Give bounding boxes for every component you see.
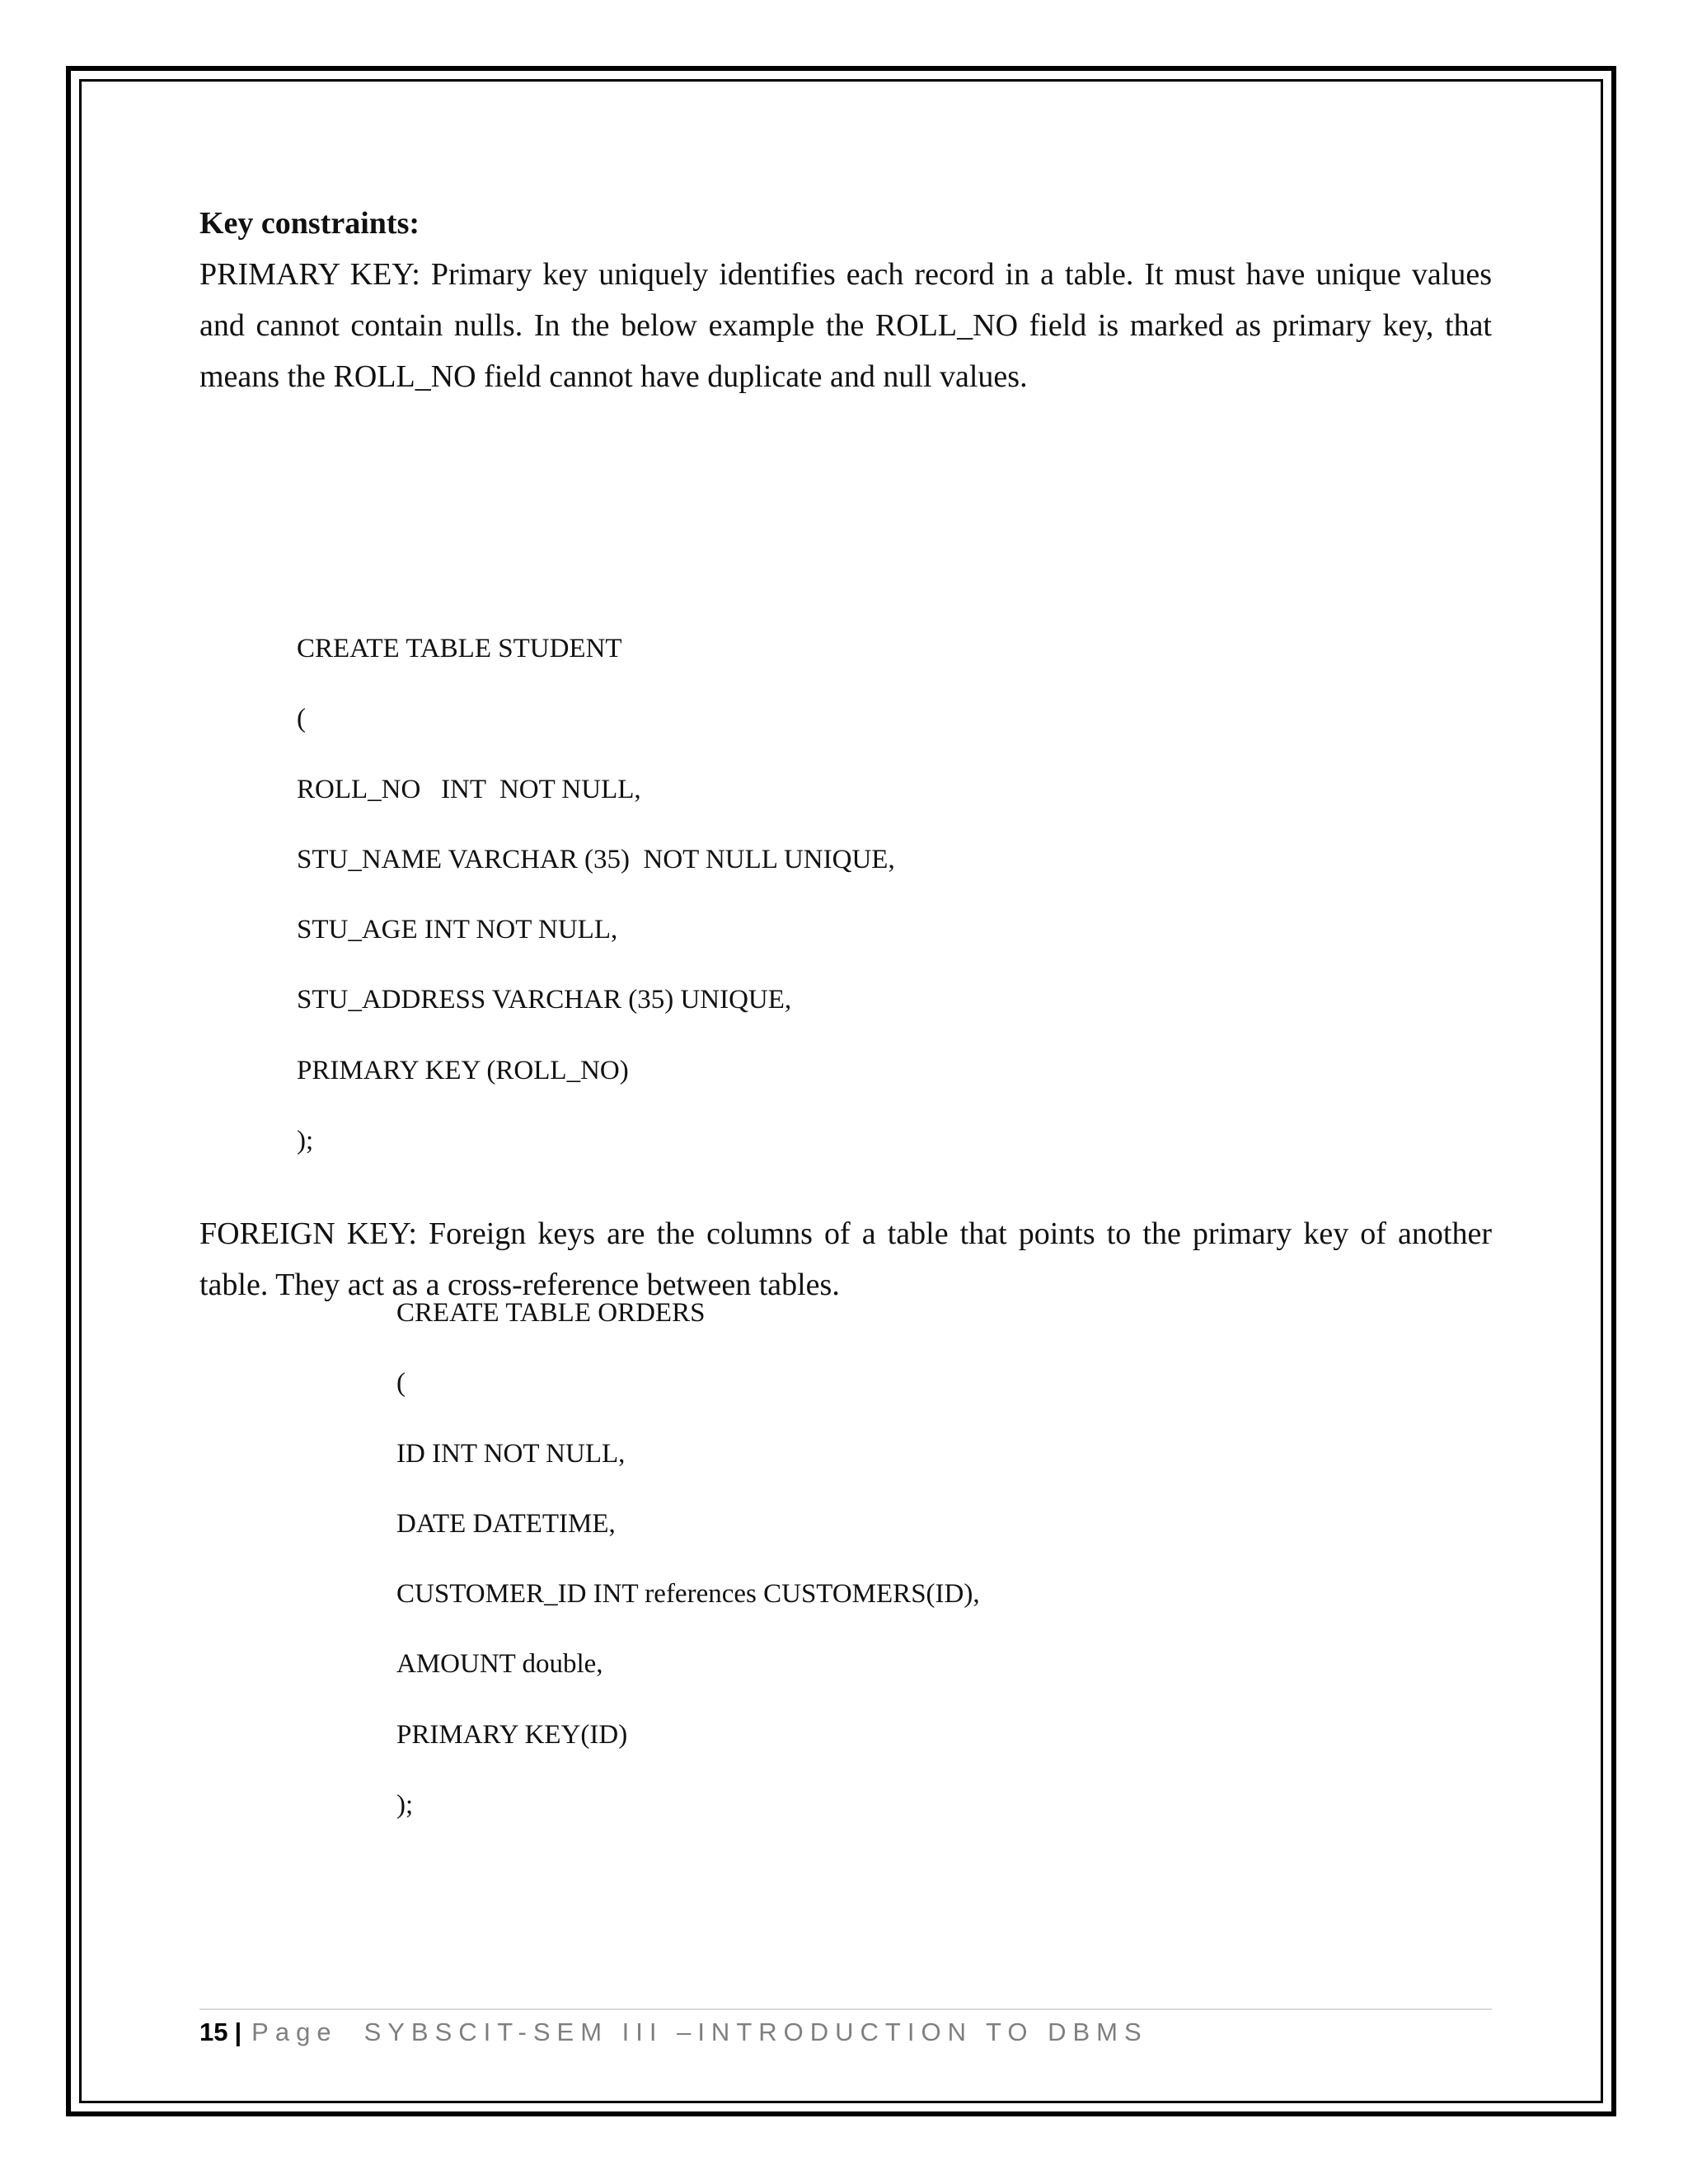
code-line: PRIMARY KEY(ID) (396, 1719, 628, 1750)
code-line: ROLL_NO INT NOT NULL, (297, 774, 641, 804)
course-title: SYBSCIT-SEM III –INTRODUCTION TO DBMS (363, 2018, 1148, 2046)
footer-separator: | (234, 2018, 242, 2046)
code-line: CREATE TABLE ORDERS (396, 1298, 706, 1328)
primary-key-code-block (297, 630, 895, 1192)
code-line: DATE DATETIME, (396, 1508, 616, 1539)
code-line: STU_AGE INT NOT NULL, (297, 915, 618, 945)
section-heading: Key constraints: (199, 206, 420, 241)
code-line: ( (297, 704, 306, 734)
foreign-key-paragraph: FOREIGN KEY: Foreign keys are the columns of a table that points to the primary key of another table. They act as a cross-reference between tables. (199, 1216, 1492, 1302)
page-number: 15 (199, 2018, 228, 2046)
code-line: CREATE TABLE STUDENT (297, 634, 622, 663)
footer-divider (199, 2008, 1492, 2010)
foreign-key-code-block (396, 1294, 980, 1856)
code-line: AMOUNT double, (396, 1649, 603, 1680)
code-line: ( (396, 1368, 406, 1399)
code-line: STU_ADDRESS VARCHAR (35) UNIQUE, (297, 985, 792, 1015)
code-line: STU_NAME VARCHAR (35) NOT NULL UNIQUE, (297, 844, 895, 874)
code-line: ID INT NOT NULL, (396, 1438, 626, 1469)
page-content (199, 198, 1492, 1821)
primary-key-paragraph: PRIMARY KEY: Primary key uniquely identifies each record in a table. It must have unique values and cannot contain nulls. In the below example the ROLL_NO field is marked as primary key, that means the ROLL_NO field cannot have duplicate and null values. (199, 257, 1492, 394)
code-line: ); (297, 1126, 314, 1156)
page-footer (199, 2014, 1148, 2050)
code-line: CUSTOMER_ID INT references CUSTOMERS(ID), (396, 1579, 980, 1610)
code-line: ); (396, 1790, 414, 1821)
page-label: Page (251, 2018, 338, 2046)
code-line: PRIMARY KEY (ROLL_NO) (297, 1055, 629, 1085)
